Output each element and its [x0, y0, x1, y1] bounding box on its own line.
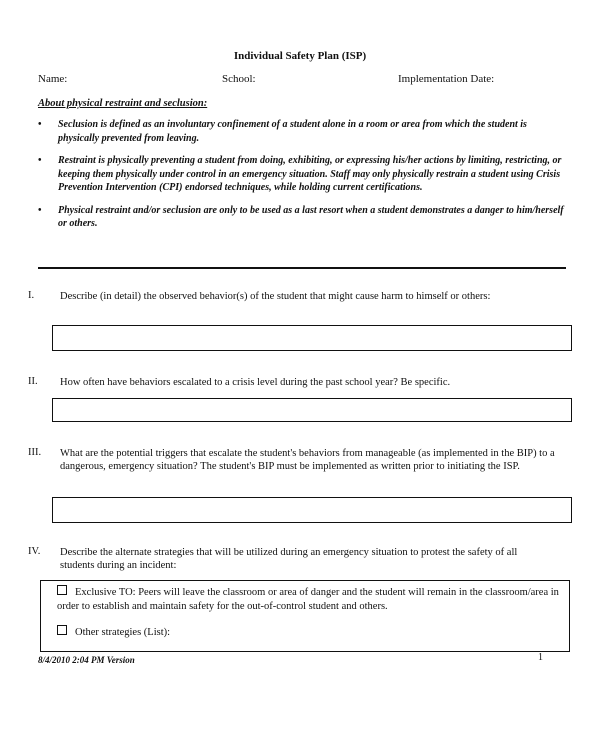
option-exclusive-label: Exclusive TO: Peers will leave the classroom or area of danger and the student will remain in the classroom/area in order to establish and maintain safety for the out-of-control student and others.: [57, 587, 559, 612]
answer-field-3[interactable]: [52, 497, 572, 523]
question-2-text: How often have behaviors escalated to a crisis level during the past school year? Be specific.: [60, 377, 451, 388]
page-number: 1: [538, 652, 543, 663]
question-3-text: What are the potential triggers that escalate the student's behaviors from manageable (as implemented in the BIP) to a dangerous, emergency situation? The student's BIP must be implemented as written prior to initiating the ISP.: [60, 448, 555, 472]
bullet-text: Seclusion is defined as an involuntary confinement of a student alone in a room or area from which the student is physically prevented from leaving.: [58, 119, 527, 144]
bullet-text: Physical restraint and/or seclusion are only to be used as a last resort when a student demonstrates a danger to him/herself or others.: [58, 204, 564, 229]
document-title: Individual Safety Plan (ISP): [233, 50, 367, 62]
bullet-seclusion: [38, 118, 568, 145]
section-divider: [38, 267, 566, 269]
implementation-date-label: Implementation Date:: [398, 73, 495, 85]
option-other-label: Other strategies (List):: [75, 627, 171, 638]
school-label: School:: [222, 73, 256, 85]
strategies-box: [40, 580, 570, 652]
option-other: [57, 625, 170, 640]
question-1-number: I.: [28, 290, 35, 301]
bullet-text: Restraint is physically preventing a student from doing, exhibiting, or expressing his/her actions by limiting, restricting, or keeping them physically under control in an emergency situation. Staff may only physically restrain a student using Crisis Prevention Intervention (CPI) endorsed techniques, while holding current certifications.: [58, 155, 562, 193]
answer-field-2[interactable]: [52, 398, 572, 422]
bullet-last-resort: [38, 204, 568, 231]
bullet-icon: •: [38, 119, 42, 130]
question-4-number: IV.: [28, 546, 41, 557]
bullet-restraint: [38, 154, 568, 195]
question-1-text: Describe (in detail) the observed behavior(s) of the student that might cause harm to himself or others:: [60, 291, 491, 302]
answer-field-1[interactable]: [52, 325, 572, 351]
question-4-text: Describe the alternate strategies that will be utilized during an emergency situation to protest the safety of all students during an incident:: [60, 547, 518, 571]
about-bullet-list: [38, 118, 568, 240]
bullet-icon: •: [38, 155, 42, 166]
question-2-number: II.: [28, 376, 38, 387]
exclusive-checkbox[interactable]: [57, 585, 67, 595]
about-heading: About physical restraint and seclusion:: [38, 98, 208, 109]
name-label: Name:: [38, 73, 68, 85]
question-3-number: III.: [28, 447, 42, 458]
version-stamp: 8/4/2010 2:04 PM Version: [38, 655, 135, 665]
option-exclusive: [57, 585, 562, 614]
other-strategies-checkbox[interactable]: [57, 625, 67, 635]
bullet-icon: •: [38, 204, 42, 216]
